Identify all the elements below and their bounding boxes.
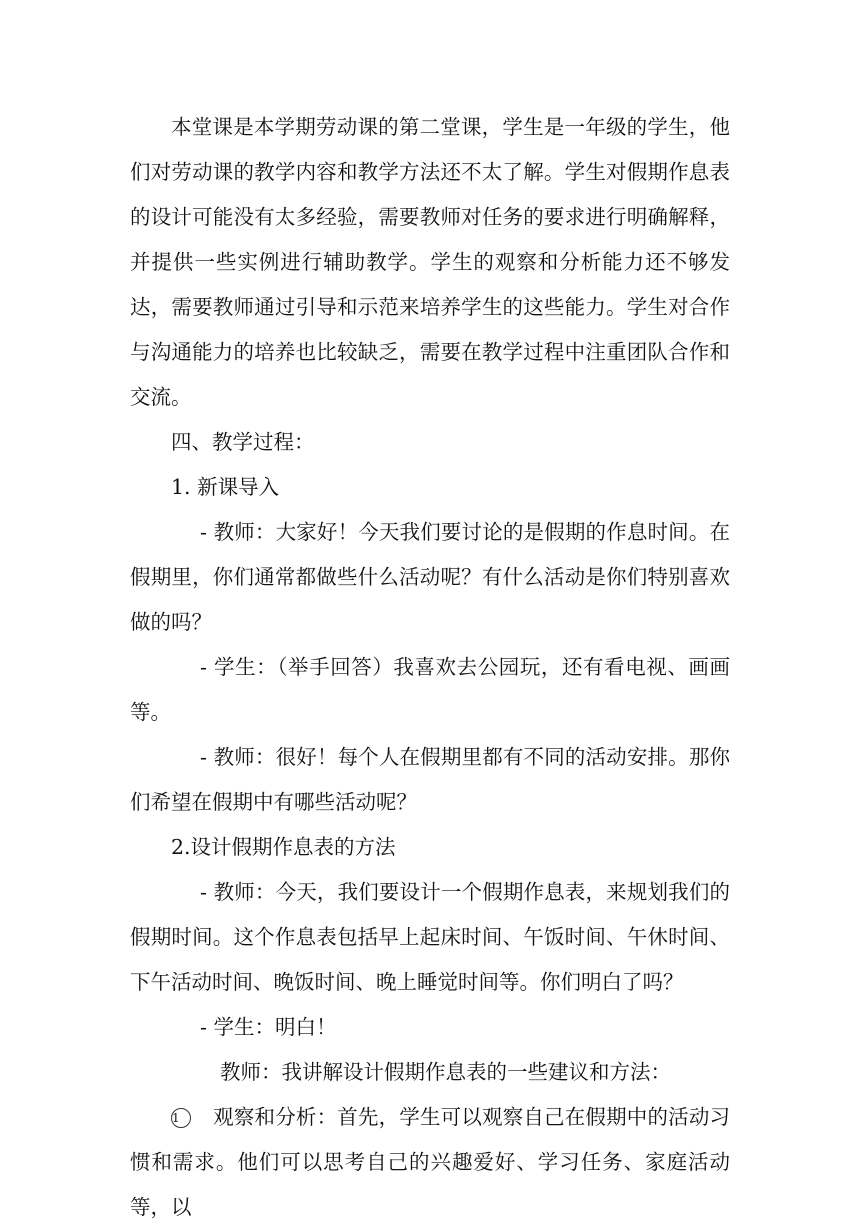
section-heading: 四、教学过程： [171, 430, 315, 454]
subsection-heading: 2.设计假期作息表的方法 [171, 835, 396, 859]
circled-number-marker: 1 [171, 1108, 191, 1128]
dialogue-line: - 教师：很好！每个人在假期里都有不同的活动安排。那你们希望在假期中有哪些活动呢？ [130, 745, 730, 814]
list-item-text: 观察和分析：首先，学生可以观察自己在假期中的活动习惯和需求。他们可以思考自己的兴趣爱好、学习任务、家庭活动等，以 [130, 1105, 730, 1219]
list-item [130, 1095, 730, 1230]
document-page [130, 105, 730, 1230]
body-paragraph: 本堂课是本学期劳动课的第二堂课，学生是一年级的学生，他们对劳动课的教学内容和教学方法还不太了解。学生对假期作息表的设计可能没有太多经验，需要教师对任务的要求进行明确解释，并提供一些实例进行辅助教学。学生的观察和分析能力还不够发达，需要教师通过引导和示范来培养学生的这些能力。学生对合作与沟通能力的培养也比较缺乏，需要在教学过程中注重团队合作和交流。 [130, 115, 730, 409]
dialogue-line: - 学生：明白！ [200, 1015, 337, 1039]
subsection-heading: 1. 新课导入 [171, 475, 280, 499]
dialogue-line: - 教师：今天，我们要设计一个假期作息表，来规划我们的假期时间。这个作息表包括早上起床时间、午饭时间、午休时间、下午活动时间、晚饭时间、晚上睡觉时间等。你们明白了吗？ [130, 880, 730, 994]
dialogue-line: - 学生：（举手回答）我喜欢去公园玩，还有看电视、画画等。 [130, 655, 730, 724]
dialogue-line: 教师：我讲解设计假期作息表的一些建议和方法： [220, 1060, 671, 1084]
dialogue-line: - 教师：大家好！今天我们要讨论的是假期的作息时间。在假期里，你们通常都做些什么活动呢？有什么活动是你们特别喜欢做的吗？ [130, 520, 730, 634]
